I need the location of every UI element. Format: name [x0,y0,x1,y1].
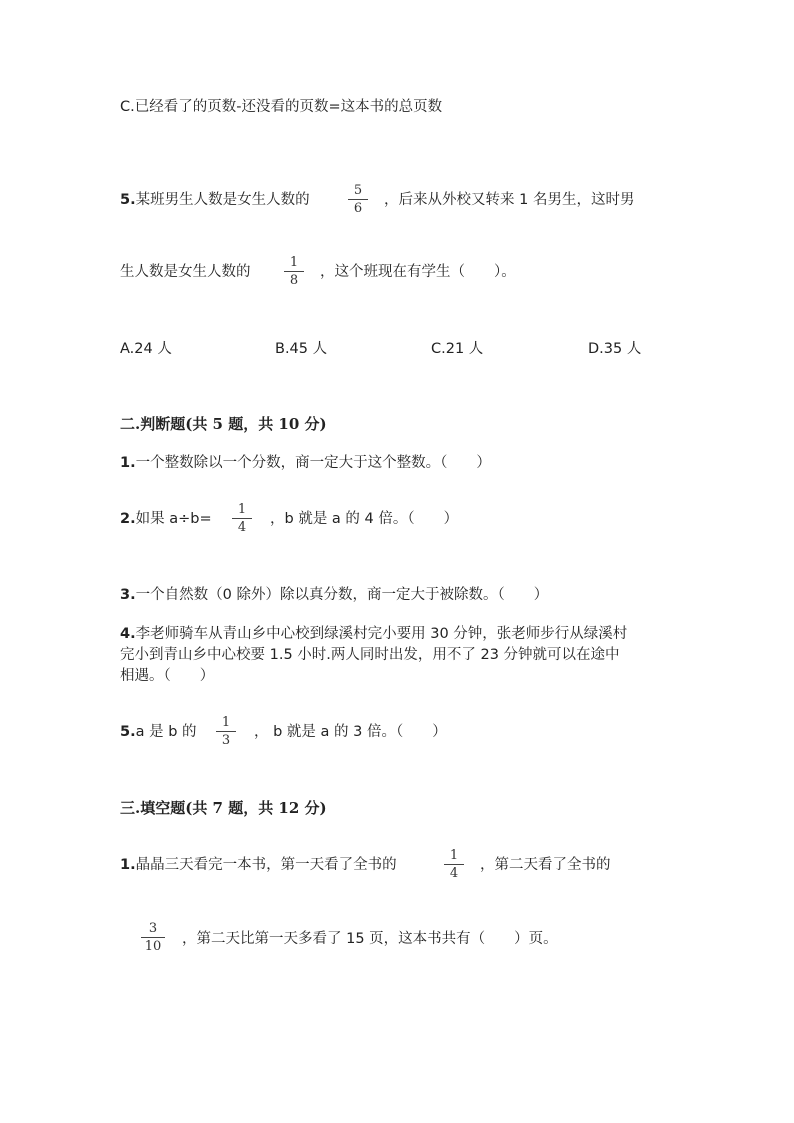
fraction-bar [216,731,236,732]
s1-q5-part3: 生人数是女生人数的 [120,264,251,280]
s2-q2-number: 2. [120,511,136,527]
s2-q2-part2: ，b 就是 a 的 4 倍。（ ） [270,511,459,527]
s1-q5-part4: ，这个班现在有学生（ ）。 [320,264,516,280]
s2-q5-number: 5. [120,724,136,740]
s2-q3-number: 3. [120,587,136,603]
fraction-denominator: 10 [144,939,162,954]
s1-q5-option-a: A.24 人 [120,341,172,357]
prev-option-c-text: C.已经看了的页数-还没看的页数=这本书的总页数 [120,99,443,115]
fraction-denominator: 3 [221,733,231,748]
s2-q1 [120,453,491,473]
fraction-bar [348,199,368,200]
section-3-title: 三.填空题(共 7 题，共 12 分) [120,799,327,817]
fraction-bar [232,518,252,519]
fraction-denominator: 4 [449,866,459,881]
s2-q2-cont [270,509,458,529]
fraction-numerator: 5 [353,183,363,198]
s3-q1-line1-cont [480,855,611,875]
s3-q1-number: 1. [120,857,136,873]
s3-q1-fraction-2 [141,921,165,954]
fraction-denominator: 8 [289,273,299,288]
s1-q5-option-b: B.45 人 [275,341,328,357]
fraction-bar [444,864,464,865]
s1-q5-part2: ，后来从外校又转来 1 名男生，这时男 [384,192,635,208]
fraction-numerator: 3 [148,921,158,936]
s1-q5-number: 5. [120,192,136,208]
s2-q4-number: 4. [120,626,136,642]
s2-q3 [120,585,548,605]
fraction-numerator: 1 [221,715,231,730]
s3-q1-part1: 晶晶三天看完一本书，第一天看了全书的 [135,857,397,873]
s1-q5-option-c: C.21 人 [431,341,484,357]
s2-q4-line1-text: 李老师骑车从青山乡中心校到绿溪村完小要用 30 分钟，张老师步行从绿溪村 [135,626,628,642]
s1-q5-line2 [120,262,251,282]
s1-q5-fraction-2 [284,255,304,288]
s2-q5-part2: ， b 就是 a 的 3 倍。（ ） [254,724,447,740]
fraction-bar [141,937,165,938]
s1-q5-line2-cont [320,262,516,282]
s2-q4-line3: 相遇。（ ） [120,668,215,684]
s2-q4-line2: 完小到青山乡中心校要 1.5 小时.两人同时出发，用不了 23 分钟就可以在途中 [120,647,620,663]
s3-q1-fraction-1 [444,848,464,881]
s2-q5 [120,722,197,742]
s2-q5-fraction [216,715,236,748]
s3-q1-line2 [182,929,558,949]
s2-q2-fraction [232,502,252,535]
s2-q4 [120,624,680,687]
fraction-denominator: 6 [353,201,363,216]
s2-q1-number: 1. [120,455,136,471]
s3-q1-part3: ，第二天比第一天多看了 15 页，这本书共有（ ）页。 [182,931,558,947]
s2-q1-text: 一个整数除以一个分数，商一定大于这个整数。（ ） [135,455,491,471]
s2-q3-text: 一个自然数（0 除外）除以真分数，商一定大于被除数。（ ） [135,587,549,603]
s1-q5-fraction-1 [348,183,368,216]
s3-q1-line1 [120,855,397,875]
s3-q1-part2: ，第二天看了全书的 [480,857,611,873]
fraction-bar [284,271,304,272]
section-2-title: 二.判断题(共 5 题，共 10 分) [120,415,327,433]
s2-q2 [120,509,212,529]
fraction-numerator: 1 [449,848,459,863]
s2-q5-cont [254,722,447,742]
prev-option-c [120,97,442,117]
s2-q5-part1: a 是 b 的 [135,724,197,740]
s2-q4-line1 [120,624,680,645]
s1-q5-part1: 某班男生人数是女生人数的 [135,192,310,208]
fraction-numerator: 1 [289,255,299,270]
fraction-denominator: 4 [237,520,247,535]
s1-q5-option-d: D.35 人 [588,341,642,357]
s1-q5-line1 [120,190,310,210]
fraction-numerator: 1 [237,502,247,517]
s2-q2-part1: 如果 a÷b= [135,511,212,527]
s1-q5-line1-cont [384,190,634,210]
